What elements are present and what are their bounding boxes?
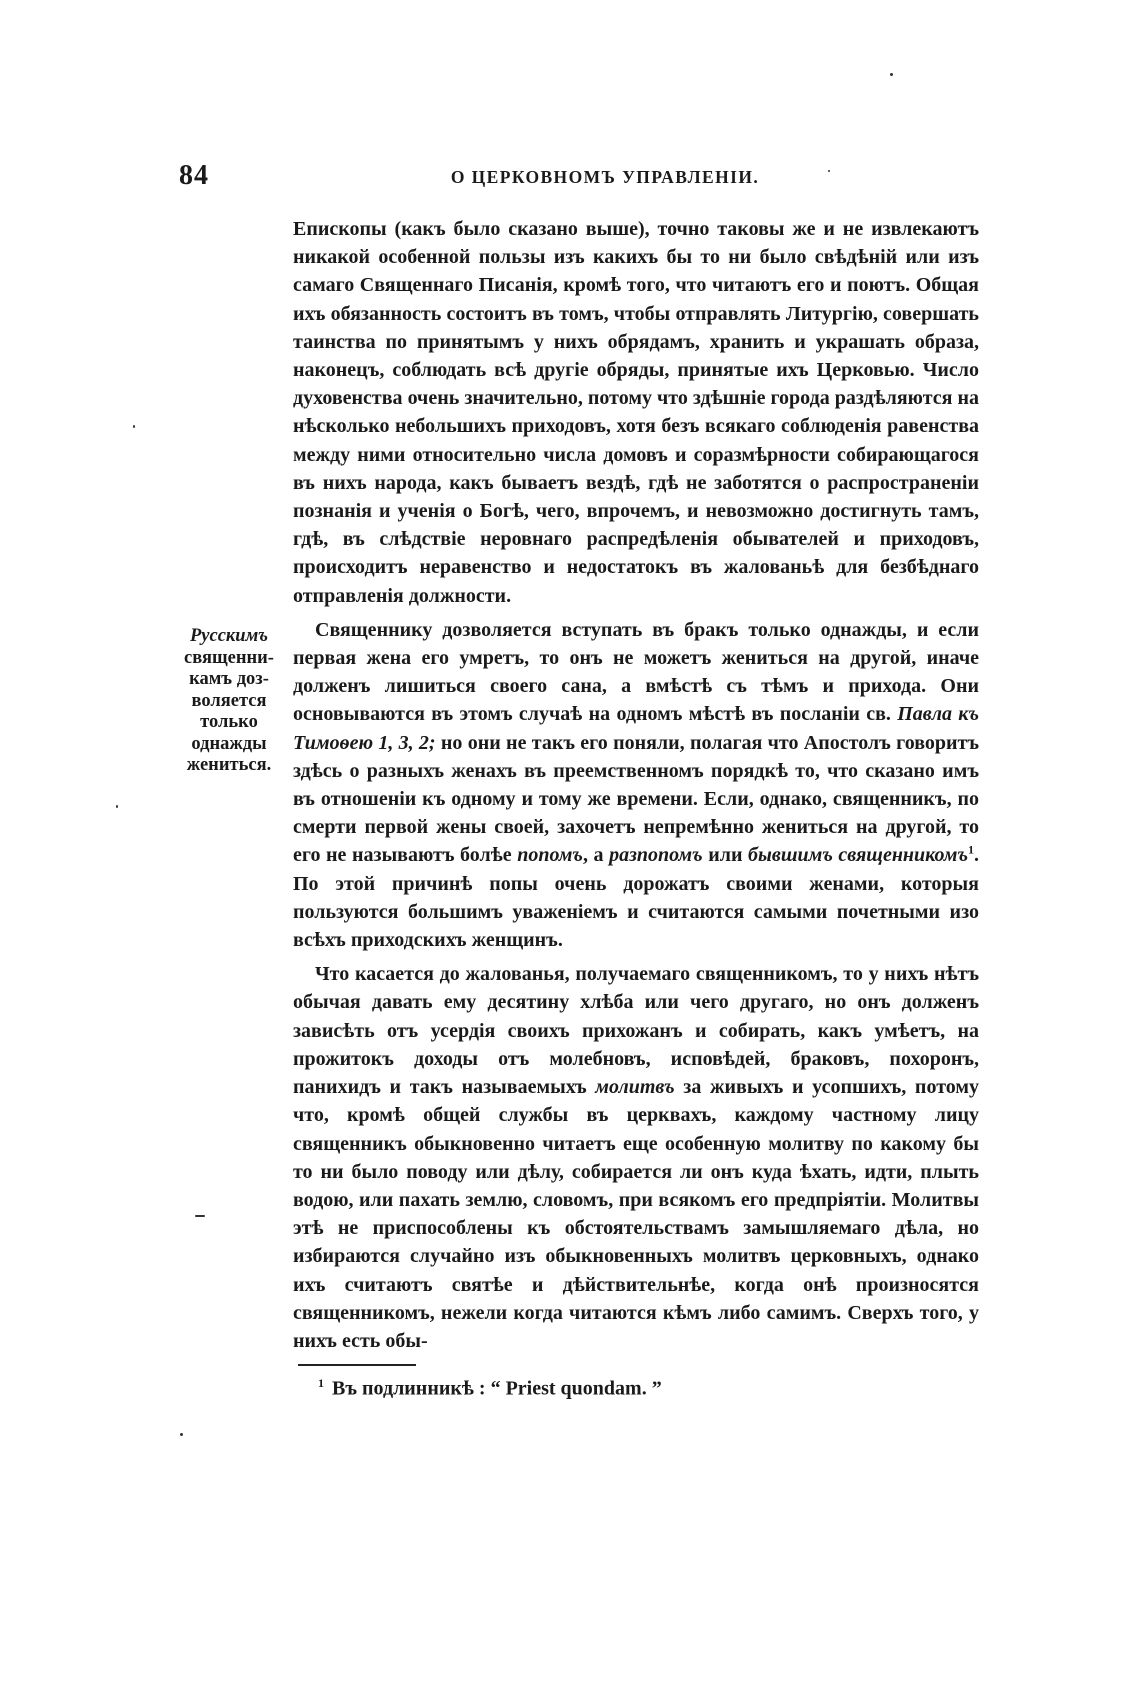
paragraph-2-part-3: , а xyxy=(582,844,610,867)
scripture-reference: Павла къ Тимоѳею 1, 3, 2; xyxy=(293,703,979,754)
margin-note-line: только xyxy=(200,712,258,732)
margin-note-line: воляется xyxy=(191,690,267,711)
scan-speck xyxy=(195,1215,205,1217)
running-title: О ЦЕРКОВНОМЪ УПРАВЛЕНIИ. xyxy=(450,167,760,187)
paragraph-3-part-1: Что касается до жалованья, получаемаго священникомъ, то у нихъ нѣтъ обычая давать ему десятину хлѣба или чего другаго, но онъ долженъ зависѣть отъ усердiя своихъ прихожанъ и собирать, какъ умѣетъ, на прожитокъ доходы отъ молебновъ, исповѣдей, браковъ, похоронъ, панихидъ и такъ называемыхъ xyxy=(293,963,979,1099)
term-popom: попомъ xyxy=(517,844,583,867)
scan-speck xyxy=(133,425,135,428)
footnote-reference: 1 xyxy=(968,842,975,857)
footnote xyxy=(318,1376,662,1401)
footnote-number: 1 xyxy=(318,1376,324,1390)
paragraph-3 xyxy=(293,960,979,1355)
main-text xyxy=(293,215,979,1355)
term-razpopom: разпопомъ xyxy=(609,844,703,867)
page-number: 84 xyxy=(179,160,209,191)
paragraph-2-part-2: но они не такъ его поняли, полагая что Апостолъ говоритъ здѣсь о разныхъ женахъ въ преемственномъ порядкѣ то, что сказано имъ въ отношенiи къ одному и тому же времени. Если, однако, священникъ, по смерти первой жены своей, захочетъ непремѣнно жениться на другой, то его не называютъ болѣе xyxy=(293,731,979,867)
margin-note-line: камъ доз- xyxy=(189,669,269,689)
scan-speck xyxy=(890,73,893,76)
footnote-divider xyxy=(298,1364,416,1366)
paragraph-2-part-4: или xyxy=(702,844,749,867)
term-former-priest: бывшимъ священникомъ xyxy=(748,844,969,867)
term-molitv: молитвъ xyxy=(595,1076,675,1099)
scan-speck xyxy=(828,170,830,172)
margin-note xyxy=(173,626,285,777)
paragraph-2 xyxy=(293,616,979,954)
margin-note-line: жениться. xyxy=(186,755,272,775)
margin-note-heading: Русскимъ xyxy=(189,626,269,646)
paragraph-1: Епископы (какъ было сказано выше), точно таковы же и не извлекаютъ никакой особенной пользы изъ какихъ бы то ни было свѣдѣнiй или изъ самаго Священнаго Писанiя, кромѣ того, что читаютъ его и поютъ. Общая ихъ обязанность состоитъ въ томъ, чтобы отправлять Литургiю, совершать таинства по принятымъ у нихъ обрядамъ, хранить и украшать образа, наконецъ, соблюдать всѣ другiе обряды, принятые ихъ Церковью. Число духовенства очень значительно, потому что здѣшнiе города раздѣляются на нѣсколько небольшихъ приходовъ, хотя безъ всякаго соблюденiя равенства между ними относительно числа домовъ и соразмѣрности собирающагося въ нихъ народа, какъ бываетъ вездѣ, гдѣ не заботятся о распространенiи познанiя и ученiя о Богѣ, чего, впрочемъ, и невозможно достигнуть тамъ, гдѣ, въ слѣдствiе неровнаго распредѣленiя обывателей и приходовъ, происходитъ неравенство и недостатокъ въ жалованьѣ для безбѣднаго отправленiя должности. xyxy=(293,218,979,607)
margin-note-line: священни- xyxy=(184,647,274,668)
paragraph-2-part-5: . По этой причинѣ попы очень дорожатъ своими женами, которыя пользуются большимъ уваженiемъ и считаются самыми почетными изо всѣхъ приходскихъ женщинъ. xyxy=(293,844,980,952)
scan-speck xyxy=(180,1433,183,1436)
paragraph-2-part-1: Священнику дозволяется вступать въ бракъ только однажды, и если первая жена его умретъ, то онъ не можетъ жениться на другой, иначе долженъ лишиться своего сана, а вмѣстѣ съ тѣмъ и прихода. Они основываются въ этомъ случаѣ на одномъ мѣстѣ въ посланiи св. xyxy=(293,618,979,726)
margin-note-line: однажды xyxy=(191,733,267,754)
footnote-text: Въ подлинникѣ : “ Priest quondam. ” xyxy=(332,1377,662,1400)
scan-speck xyxy=(116,805,118,808)
paragraph-3-part-2: за живыхъ и усопшихъ, потому что, кромѣ общей службы въ церквахъ, каждому частному лицу священникъ обыкновенно читаетъ еще особенную молитву по какому бы то ни было поводу или дѣлу, собирается ли онъ куда ѣхать, идти, плыть водою, или пахать землю, словомъ, при всякомъ его предпрiятiи. Молитвы этѣ не приспособлены къ обстоятельствамъ замышляемаго дѣла, но избираются случайно изъ обыкновенныхъ молитвъ церковныхъ, однако ихъ считаютъ святѣе и дѣйствительнѣе, когда онѣ произносятся священникомъ, нежели когда читаются кѣмъ либо самимъ. Сверхъ того, у нихъ есть обы- xyxy=(293,1076,979,1352)
